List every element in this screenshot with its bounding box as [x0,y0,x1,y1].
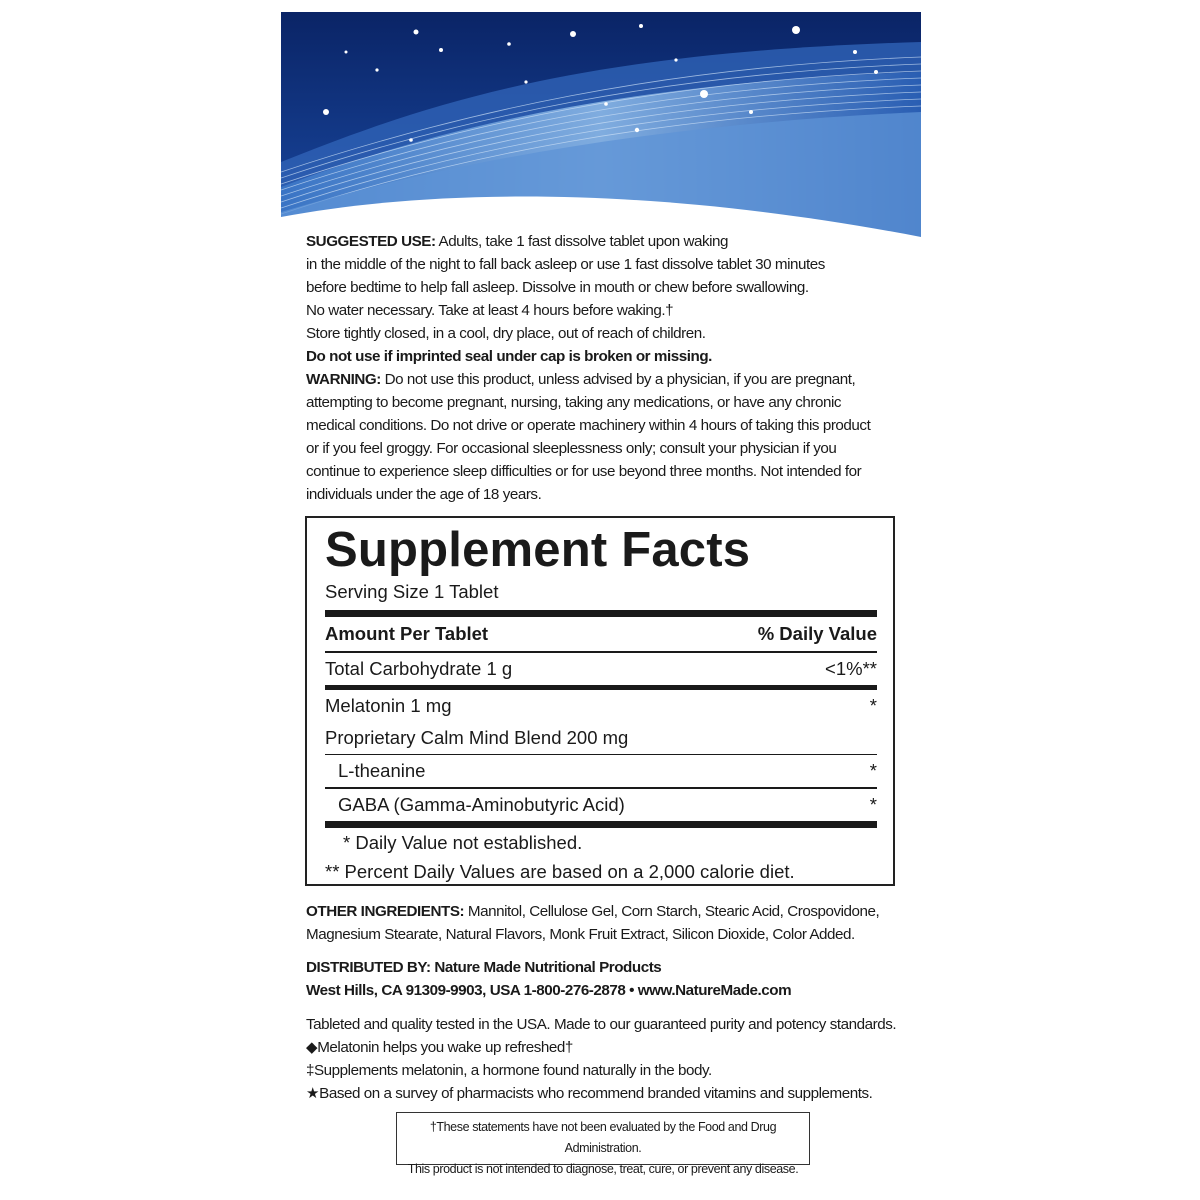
other-ingredients-section [306,900,906,946]
distributed-by-label: DISTRIBUTED BY: [306,959,431,976]
serving-size: Serving Size 1 Tablet [325,581,499,602]
note-line: ★Based on a survey of pharmacists who recommend branded vitamins and supplements. [306,1085,873,1102]
storage-line: Store tightly closed, in a cool, dry place, out of reach of children. [306,325,706,342]
supplement-facts-title: Supplement Facts [325,523,751,577]
warning-line: continue to experience sleep difficulties or for use beyond three months. Not intended for [306,463,862,480]
note-line: ‡Supplements melatonin, a hormone found naturally in the body. [306,1062,712,1079]
nutrient-name: Total Carbohydrate 1 g [325,657,513,679]
divider [325,821,877,828]
footnote: * Daily Value not established. [343,831,583,853]
note-line: Tableted and quality tested in the USA. Made to our guaranteed purity and potency standards. [306,1016,897,1033]
suggested-use-line: in the middle of the night to fall back asleep or use 1 fast dissolve tablet 30 minutes [306,256,825,273]
ingredients-line: Magnesium Stearate, Natural Flavors, Monk Fruit Extract, Silicon Dioxide, Color Added. [306,926,855,943]
warning-line: or if you feel groggy. For occasional sleeplessness only; consult your physician if you [306,440,837,457]
facts-row [325,690,877,722]
facts-header-row [325,617,877,651]
supplement-facts-panel [305,516,895,886]
nutrient-dv: <1%** [825,657,877,679]
label-panel [281,12,921,1200]
nutrient-name: Proprietary Calm Mind Blend 200 mg [325,726,629,748]
warning-line: medical conditions. Do not drive or operate machinery within 4 hours of taking this product [306,417,871,434]
note-line: ◆Melatonin helps you wake up refreshed† [306,1039,573,1056]
nutrient-name: GABA (Gamma-Aminobutyric Acid) [338,793,625,815]
suggested-use-line: No water necessary. Take at least 4 hours before waking.† [306,302,674,319]
other-ingredients-label: OTHER INGREDIENTS: [306,903,465,920]
ingredients-line: Mannitol, Cellulose Gel, Corn Starch, Stearic Acid, Crospovidone, [464,903,880,920]
suggested-use-section [306,230,906,506]
divider [325,610,877,617]
warning-line: Do not use this product, unless advised by a physician, if you are pregnant, [380,371,856,388]
nutrient-dv: * [869,760,877,781]
distributed-by-section [306,956,906,1002]
starry-night-banner [281,12,921,244]
suggested-use-label: SUGGESTED USE: [306,233,436,250]
fda-disclaimer-box [396,1112,810,1176]
warning-line: attempting to become pregnant, nursing, taking any medications, or have any chronic [306,394,842,411]
notes-section [306,1013,906,1105]
nutrient-name: Melatonin 1 mg [325,694,452,716]
nutrient-dv: * [869,793,877,815]
warning-line: individuals under the age of 18 years. [306,486,542,503]
amount-per-header: Amount Per Tablet [325,623,489,644]
daily-value-header: % Daily Value [757,623,877,644]
fda-disclaimer-line: This product is not intended to diagnose, treat, cure, or prevent any disease. [407,1162,799,1176]
suggested-use-line: Adults, take 1 fast dissolve tablet upon waking [435,233,729,250]
nutrient-dv: * [869,694,877,716]
nutrient-name: L-theanine [338,760,426,781]
distributor-name: Nature Made Nutritional Products [430,959,662,976]
warning-label: WARNING: [306,371,381,388]
footnote: ** Percent Daily Values are based on a 2,000 calorie diet. [325,860,795,882]
suggested-use-line: before bedtime to help fall asleep. Dissolve in mouth or chew before swallowing. [306,279,809,296]
facts-row [325,755,877,787]
seal-warning-line: Do not use if imprinted seal under cap is broken or missing. [306,348,712,365]
fda-disclaimer-line: †These statements have not been evaluated by the Food and Drug Administration. [429,1120,777,1155]
facts-row [325,722,877,754]
distributor-address: West Hills, CA 91309-9903, USA 1-800-276-2878 • www.NatureMade.com [306,982,792,999]
facts-row [325,789,877,821]
facts-row [325,653,877,685]
